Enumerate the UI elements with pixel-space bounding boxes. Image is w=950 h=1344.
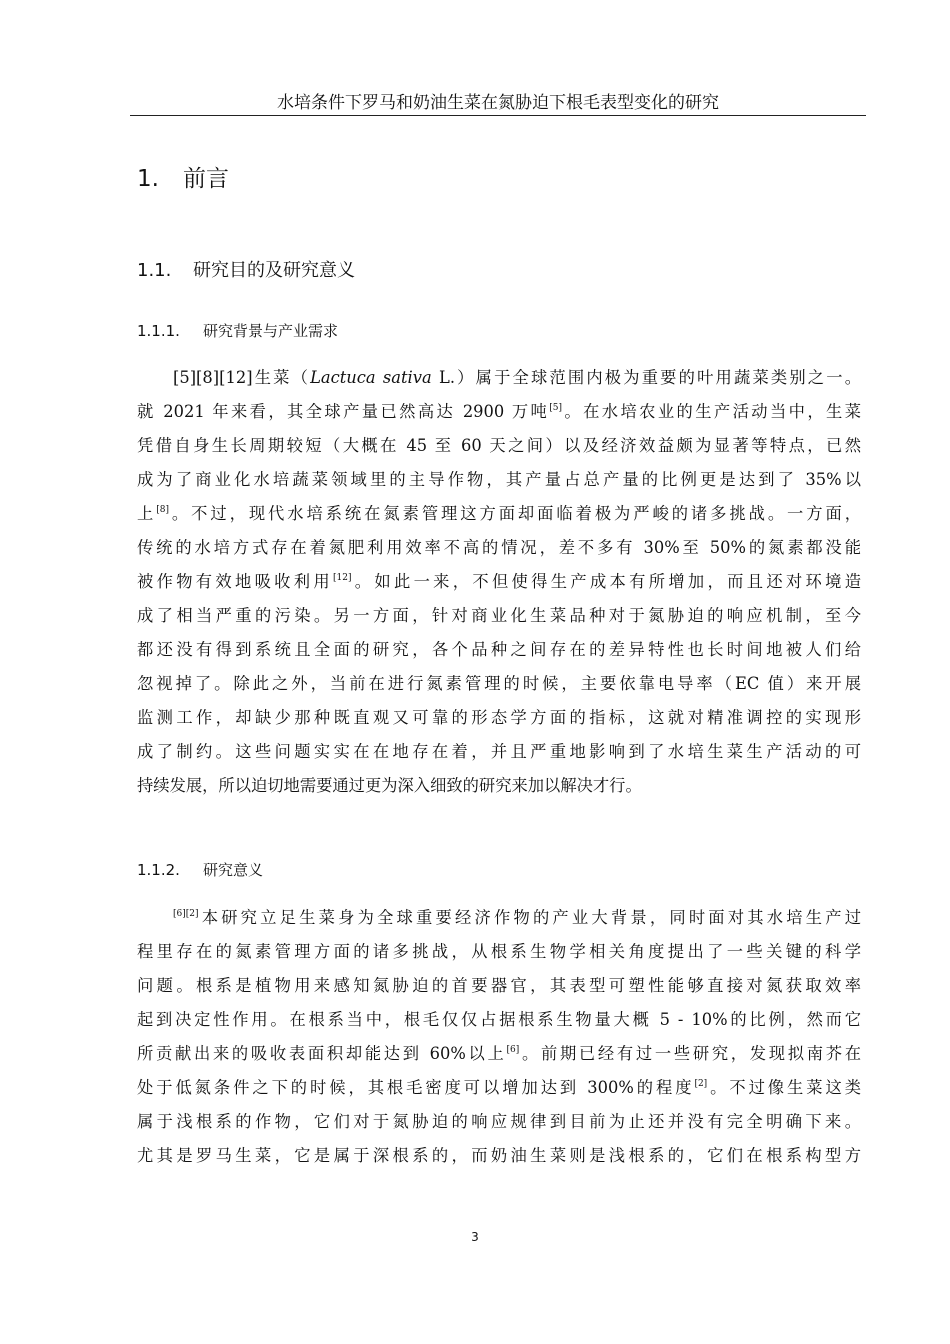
text-line: 被作物有效地吸收利用[12]。如此一来，不但使得生产成本有所增加，而且还对环境造 [137,572,861,591]
text-line: 所贡献出来的吸收表面积却能达到 60%以上[6]。前期已经有过一些研究，发现拟南芥在 [137,1044,861,1063]
heading-section-1-1-2 [137,859,263,881]
heading-number: 1.1.2. [137,861,180,879]
citation: [2] [694,1079,708,1089]
citation: [5] [549,403,562,413]
text-line: 忽视掉了。除此之外，当前在进行氮素管理的时候，主要依靠电导率（EC 值）来开展 [137,674,861,693]
header-rule [130,115,866,116]
text-line: 凭借自身生长周期较短（大概在 45 至 60 天之间）以及经济效益颇为显著等特点，已然 [137,436,861,455]
heading-title: 研究目的及研究意义 [193,260,355,281]
text-line: 起到决定性作用。在根系当中，根毛仅仅占据根系生物量大概 5 - 10%的比例，然而它 [137,1010,861,1029]
citation: [6][2] [173,909,199,919]
text-line: [5][8][12]生菜（Lactuca sativa L.）属于全球范围内极为重要的叶用蔬菜类别之一。 [173,368,862,387]
heading-section-1-1 [137,258,355,284]
paragraph-significance [137,901,861,1173]
text-line: 成了相当严重的污染。另一方面，针对商业化生菜品种对于氮胁迫的响应机制，至今 [137,606,861,625]
text-line: 问题。根系是植物用来感知氮胁迫的首要器官，其表型可塑性能够直接对氮获取效率 [137,976,861,995]
text-line: 成了制约。这些问题实实在在地存在着，并且严重地影响到了水培生菜生产活动的可 [137,742,861,761]
text-line: 持续发展，所以迫切地需要通过更为深入细致的研究来加以解决才行。 [137,776,642,795]
text-line: 处于低氮条件之下的时候，其根毛密度可以增加达到 300%的程度[2]。不过像生菜这类 [137,1078,861,1097]
citation: [12] [332,573,352,583]
page-number: 3 [471,1230,479,1244]
heading-title: 研究背景与产业需求 [203,322,339,340]
text-line: 传统的水培方式存在着氮肥利用效率不高的情况，差不多有 30%至 50%的氮素都没能 [137,538,861,557]
text-line: 属于浅根系的作物，它们对于氮胁迫的响应规律到目前为止还并没有完全明确下来。 [137,1112,861,1131]
text-line: [6][2]本研究立足生菜身为全球重要经济作物的产业大背景，同时面对其水培生产过 [173,908,861,927]
heading-number: 1. [137,166,159,192]
heading-number: 1.1.1. [137,322,180,340]
heading-title: 研究意义 [203,861,264,879]
running-header: 水培条件下罗马和奶油生菜在氮胁迫下根毛表型变化的研究 [277,93,719,113]
citation: [6] [506,1045,520,1055]
text-line: 都还没有得到系统且全面的研究，各个品种之间存在的差异特性也长时间地被人们给 [137,640,861,659]
text-line: 成为了商业化水培蔬菜领域里的主导作物，其产量占总产量的比例更是达到了 35%以 [137,470,861,489]
paragraph-background [137,361,861,803]
text-line: 程里存在的氮素管理方面的诸多挑战，从根系生物学相关角度提出了一些关键的科学 [137,942,861,961]
heading-number: 1.1. [137,260,172,281]
text-line: 就 2021 年来看，其全球产量已然高达 2900 万吨[5]。在水培农业的生产活动当中，生菜 [137,402,861,421]
citation: [8] [156,505,169,515]
text-line: 监测工作，却缺少那种既直观又可靠的形态学方面的指标，这就对精准调控的实现形 [137,708,861,727]
heading-title: 前言 [183,166,229,192]
text-line: 上[8]。不过，现代水培系统在氮素管理这方面却面临着极为严峻的诸多挑战。一方面， [137,504,861,523]
heading-section-1-1-1 [137,320,338,342]
scientific-name: Lactuca sativa [310,368,432,387]
heading-section-1 [137,164,229,194]
text-line: 尤其是罗马生菜，它是属于深根系的，而奶油生菜则是浅根系的，它们在根系构型方 [137,1146,861,1165]
